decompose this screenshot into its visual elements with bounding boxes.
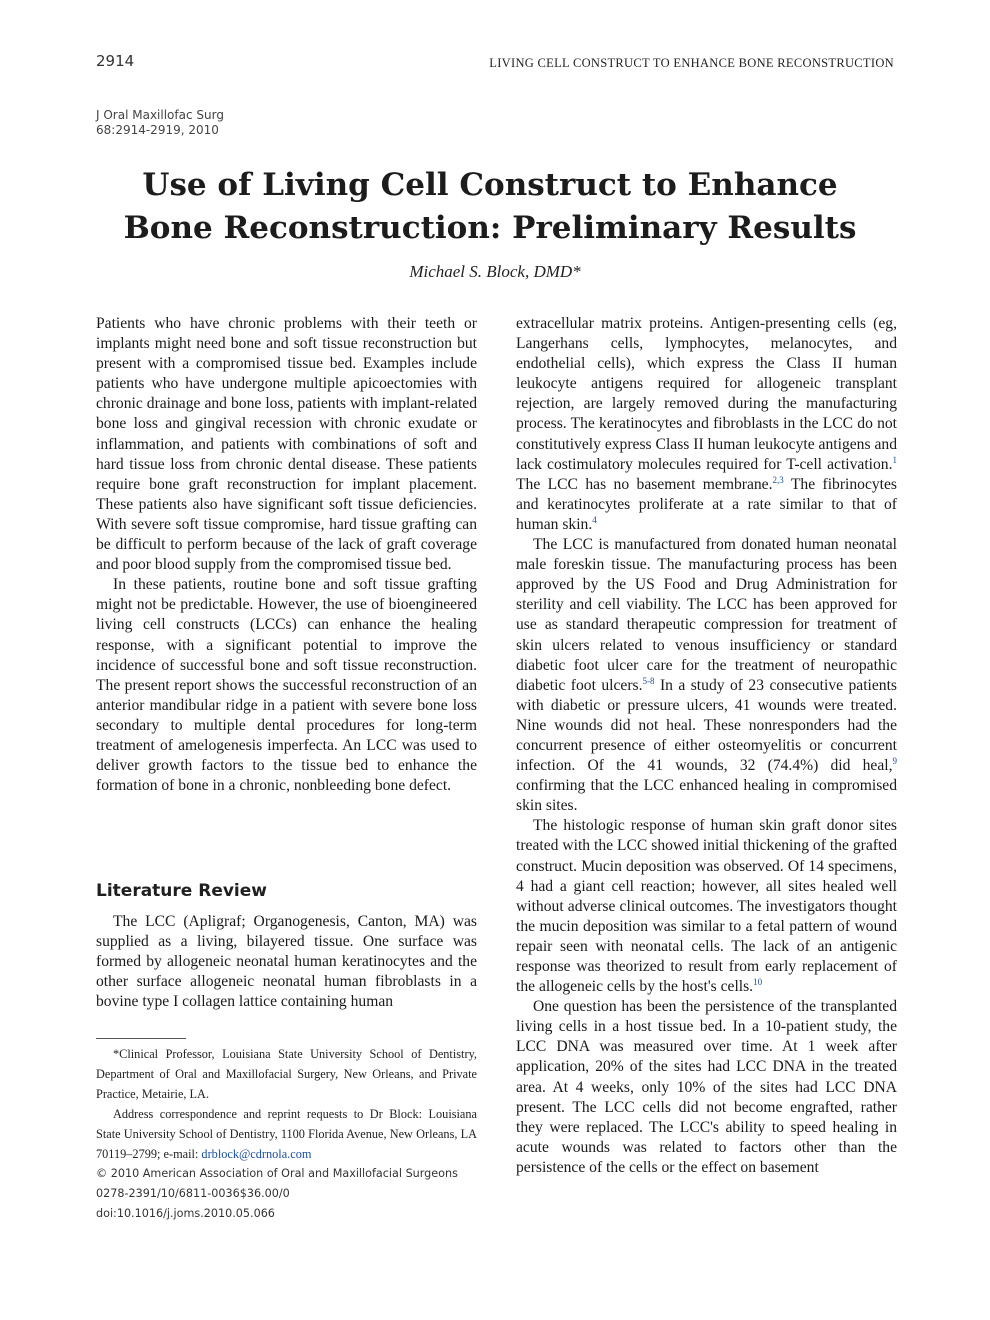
right-paragraph-2 (516, 535, 897, 816)
literature-paragraph-1: The LCC (Apligraf; Organogenesis, Canton, MA) was supplied as a living, bilayered tissue. One surface was formed by allogeneic neonatal human keratinocytes and the other surface allogeneic neonatal human fibroblasts in a bovine type I collagen lattice containing human (96, 913, 477, 1011)
journal-citation: 68:2914-2919, 2010 (96, 123, 219, 137)
reference-link[interactable]: 2,3 (772, 474, 784, 485)
literature-column (96, 912, 477, 1012)
footnotes (96, 1044, 477, 1224)
right-paragraph-3 (516, 816, 897, 997)
intro-paragraph-2: In these patients, routine bone and soft tissue grafting might not be predictable. However, the use of bioengineered living cell constructs (LCCs) can enhance the healing response, with a significant potential to improve the incidence of successful bone and soft tissue reconstruction. The present report shows the successful reconstruction of an anterior mandibular ridge in a patient with severe bone loss secondary to multiple dental procedures for long-term treatment of amelogenesis imperfecta. An LCC was used to deliver growth factors to the tissue bed to enhance the formation of bone in a chronic, nonbleeding bone defect. (96, 576, 477, 795)
affiliation-note: *Clinical Professor, Louisiana State University School of Dentistry, Department of Oral and Maxillofacial Surgery, New Orleans, and Private Practice, Metairie, LA. (96, 1047, 477, 1101)
article-title (80, 164, 900, 250)
reference-link[interactable]: 1 (892, 454, 897, 465)
doi-line[interactable]: doi:10.1016/j.joms.2010.05.066 (96, 1207, 275, 1220)
text-run: The LCC has no basement membrane. (516, 475, 773, 493)
issn-line: 0278-2391/10/6811-0036$36.00/0 (96, 1187, 290, 1200)
journal-name: J Oral Maxillofac Surg (96, 108, 224, 122)
author-line: Michael S. Block, DMD* (409, 262, 581, 281)
text-run: confirming that the LCC enhanced healing in compromised skin sites. (516, 777, 897, 815)
right-paragraph-1 (516, 314, 897, 535)
email-link[interactable]: drblock@cdrnola.com (201, 1147, 312, 1161)
correspondence-note (96, 1104, 477, 1164)
title-line-1: Use of Living Cell Construct to Enhance (142, 167, 838, 203)
page-number: 2914 (96, 52, 135, 70)
correspondence-text: Address correspondence and reprint requests to Dr Block: Louisiana State University School of Dentistry, 1100 Florida Avenue, New Orleans, LA 70119–2799; e-mail: (96, 1107, 477, 1161)
footnote-divider (96, 1038, 186, 1039)
text-run: The LCC is manufactured from donated human neonatal male foreskin tissue. The manufacturing process has been approved by the US Food and Drug Administration for sterility and cell viability. The LCC has been approved for use as standard therapeutic compression for treatment of skin ulcers related to venous insufficiency or standard diabetic foot ulcer care for the treatment of neuropathic diabetic foot ulcers. (516, 536, 897, 694)
right-paragraph-4: One question has been the persistence of the transplanted living cells in a host tissue bed. In a 10-patient study, the LCC DNA was measured over time. At 1 week after application, 20% of the sites had LCC DNA in the treated area. At 4 weeks, only 10% of the sites had LCC DNA present. The LCC cells did not become engrafted, rather they were replaced. The LCC's ability to speed healing in acute wounds was related to factors other than the persistence of the cells or the effect on basement (516, 998, 897, 1176)
copyright-line: © 2010 American Association of Oral and Maxillofacial Surgeons (96, 1167, 458, 1180)
text-run: In a study of 23 consecutive patients with diabetic or pressure ulcers, 41 wounds were treated. Nine wounds did not heal. These nonresponders had the concurrent presence of either osteomyelitis or concurrent infection. Of the 41 wounds, 32 (74.4%) did heal, (516, 676, 897, 775)
text-run: The histologic response of human skin graft donor sites treated with the LCC showed initial thickening of the grafted construct. Mucin deposition was observed. Of 14 specimens, 4 had a giant cell reaction; however, all sites healed well without adverse clinical outcomes. The investigators thought the mucin deposition was similar to a fetal pattern of wound repair seen with neonatal cells. The lack of an antigenic response was theorized to result from early replacement of the allogeneic cells by the host's cells. (516, 817, 897, 996)
reference-link[interactable]: 4 (592, 514, 597, 525)
reference-link[interactable]: 10 (753, 976, 763, 987)
title-line-2: Bone Reconstruction: Preliminary Results (123, 210, 857, 246)
reference-link[interactable]: 5-8 (642, 675, 655, 686)
right-column (516, 314, 897, 1178)
text-run: The fibrinocytes and keratinocytes proliferate at a rate similar to that of human skin. (516, 475, 897, 533)
running-title: LIVING CELL CONSTRUCT TO ENHANCE BONE RECONSTRUCTION (489, 56, 894, 70)
text-run: extracellular matrix proteins. Antigen-presenting cells (eg, Langerhans cells, lymphocytes, melanocytes, and endothelial cells), which express the Class II human leukocyte antigens required for allogeneic transplant rejection, are largely removed during the manufacturing process. The keratinocytes and fibroblasts in the LCC do not constitutively express Class II human leukocyte antigens and lack costimulatory molecules required for T-cell activation. (516, 315, 897, 473)
journal-info (96, 108, 224, 138)
intro-paragraph-1: Patients who have chronic problems with their teeth or implants might need bone and soft tissue reconstruction but present with a compromised tissue bed. Examples include patients who have undergone multiple apicoectomies with chronic drainage and bone loss, patients with implant-related bone loss and gingival recession with chronic exudate or inflammation, and patients with combinations of soft and hard tissue loss from chronic dental disease. These patients require bone graft reconstruction for implant placement. These patients also have significant soft tissue deficiencies. With severe soft tissue compromise, hard tissue grafting can be difficult to perform because of the lack of graft coverage and poor blood supply from the compromised tissue bed. (96, 315, 477, 574)
reference-link[interactable]: 9 (892, 755, 897, 766)
section-heading: Literature Review (96, 881, 267, 901)
left-column (96, 314, 477, 796)
